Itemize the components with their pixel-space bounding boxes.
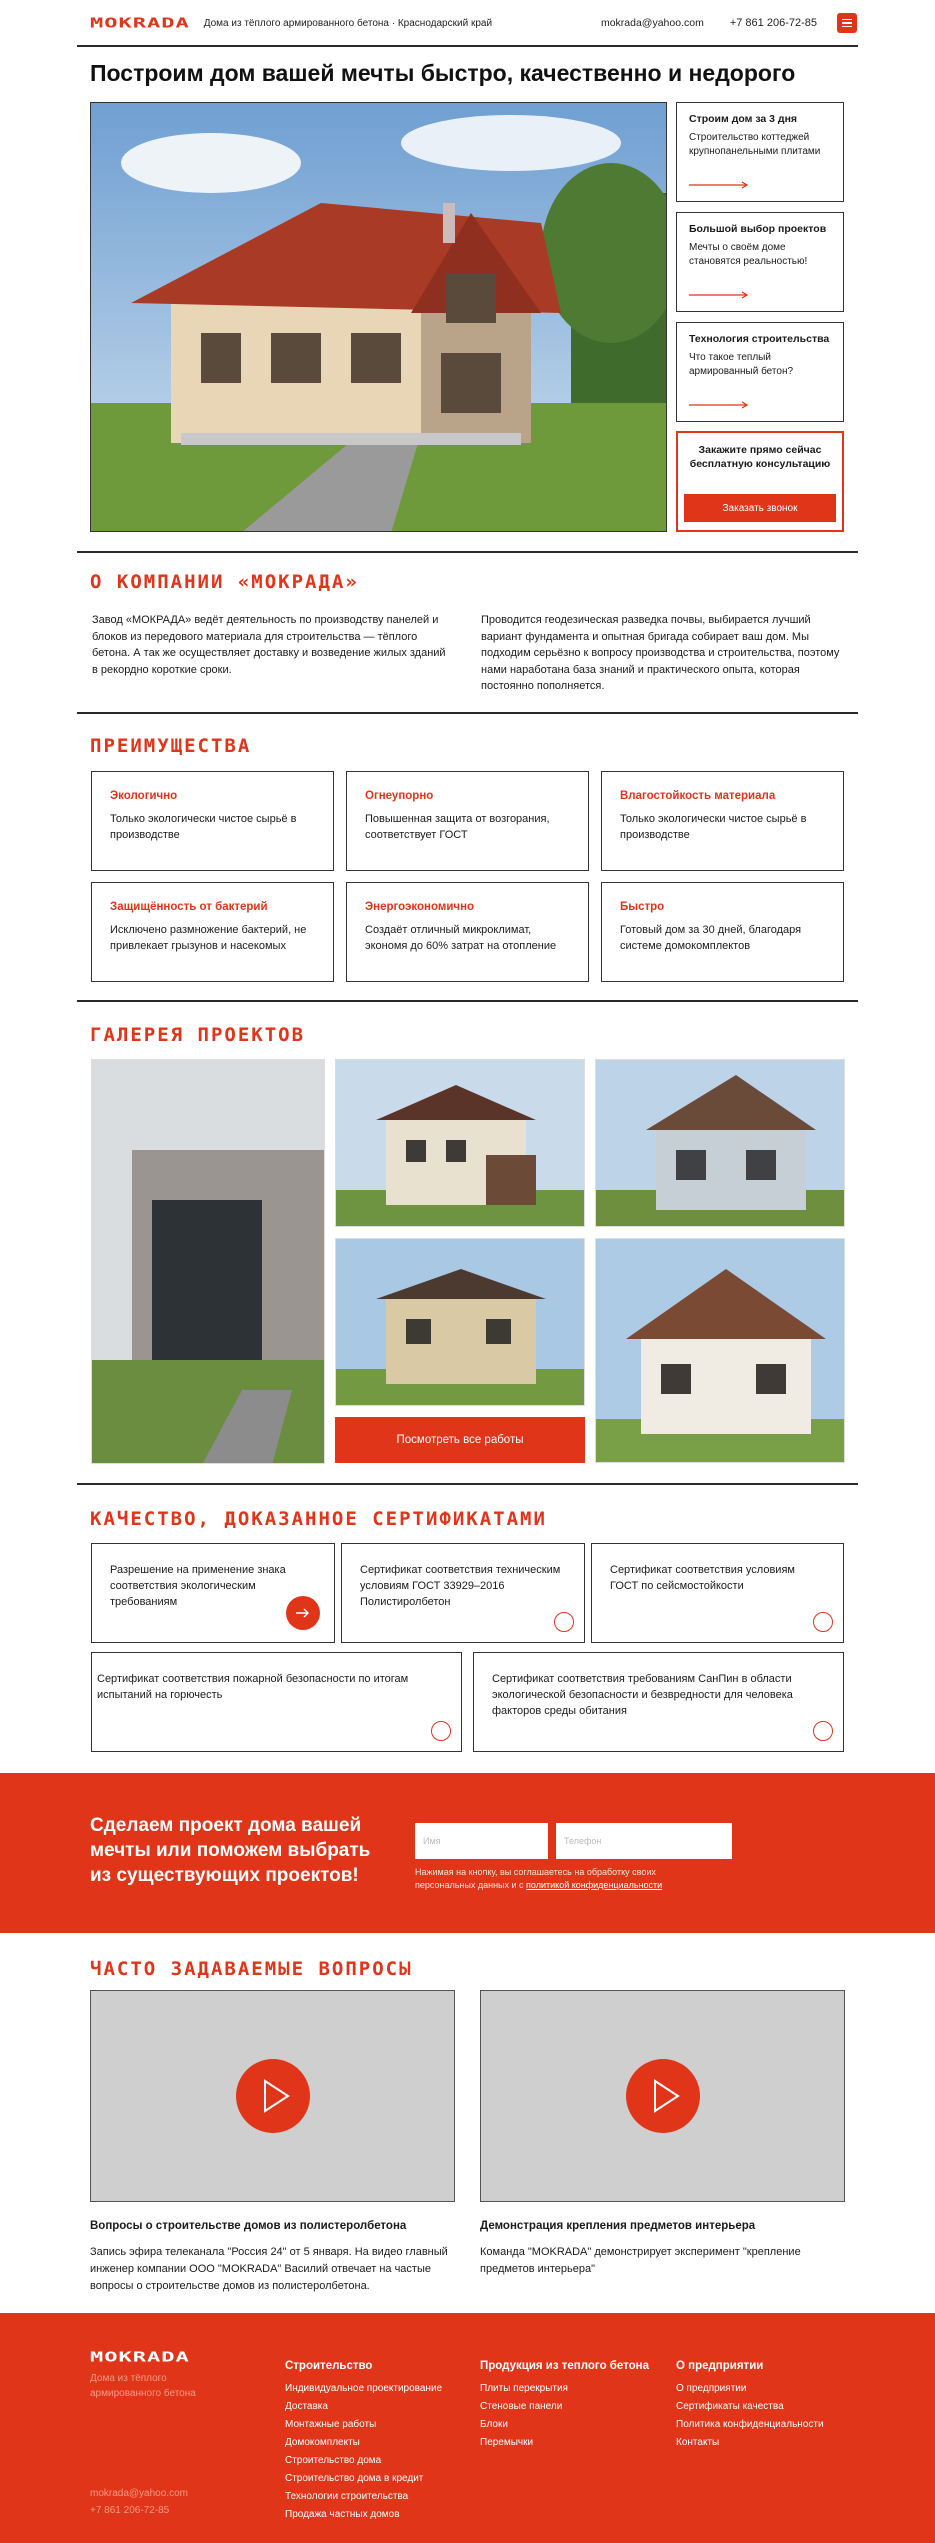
hero-card-title: Строим дом за 3 дня	[689, 113, 798, 125]
certificate-card[interactable]: Сертификат соответствия пожарной безопасности по итогам испытаний на горючесть	[91, 1652, 462, 1752]
advantage-card: Энергоэкономично Создаёт отличный микроклимат, экономя до 60% затрат на отопление	[346, 882, 589, 982]
gallery-image-house-5[interactable]	[595, 1238, 845, 1463]
phone-input[interactable]: Телефон	[556, 1823, 732, 1859]
hero-card-text: Мечты о своём доме становятся реальностью!	[689, 242, 808, 267]
certificate-card[interactable]: Сертификат соответствия условиям ГОСТ по сейсмостойкости	[591, 1543, 844, 1643]
arrow-right-circle-icon[interactable]	[286, 1596, 320, 1630]
header-email-link[interactable]: mokrada@yahoo.com	[600, 17, 704, 29]
gallery-section-title: ГАЛЕРЕЯ ПРОЕКТОВ	[90, 1024, 306, 1046]
gallery-image-house-3[interactable]	[595, 1059, 845, 1227]
hero-card-title: Большой выбор проектов	[689, 223, 827, 235]
consent-text: Нажимая на кнопку, вы соглашаетесь на обработку своих персональных данных и с политикой конфиденциальности	[415, 1867, 663, 1890]
about-text-right: Проводится геодезическая разведка почвы, выбирается лучший вариант фундамента и опытная бригада собирает ваш дом. Мы подходим серьёзно к вопросу производства и строительства, поэтому нами наработана база знаний и практического опыта, которая постоянно пополняется.	[481, 614, 840, 692]
advantage-card: Защищённость от бактерий Исключено размножение бактерий, не привлекает грызунов и насекомых	[91, 882, 334, 982]
consultation-box	[676, 431, 844, 532]
video-player[interactable]	[90, 1990, 455, 2202]
circle-icon[interactable]	[431, 1721, 451, 1741]
site-header	[90, 0, 857, 46]
header-tagline: Дома из тёплого армированного бетона · Краснодарский край	[203, 17, 493, 29]
about-text-left: Завод «МОКРАДА» ведёт деятельность по производству панелей и блоков из передового материала для строительства — тёплого бетона. А так же осуществляет доставку и возведение жилых зданий в рекордно короткие сроки.	[92, 614, 446, 676]
hero-card-3-days[interactable]	[676, 102, 844, 202]
footer-description: Дома из тёплого армированного бетона	[90, 2373, 196, 2399]
hero-card-text: Строительство коттеджей крупнопанельными плитами	[689, 132, 821, 157]
divider	[77, 1483, 858, 1485]
video-player[interactable]	[480, 1990, 845, 2202]
about-section-title: О КОМПАНИИ «МОКРАДА»	[90, 571, 359, 593]
logo[interactable]: MOKRADA	[90, 15, 190, 31]
advantage-card: Влагостойкость материала Только экологически чистое сырьё в производстве	[601, 771, 844, 871]
footer-phone-link[interactable]: +7 861 206-72-85	[90, 2505, 170, 2516]
circle-icon[interactable]	[554, 1612, 574, 1632]
header-phone-link[interactable]: +7 861 206-72-85	[729, 17, 817, 29]
divider	[77, 45, 858, 47]
footer-link[interactable]: Строительство дома в кредит	[285, 2473, 424, 2484]
footer-link[interactable]: Доставка	[285, 2401, 328, 2412]
advantage-card: Быстро Готовый дом за 30 дней, благодаря системе домокомплектов	[601, 882, 844, 982]
footer-link[interactable]: Политика конфиденциальности	[676, 2419, 824, 2430]
footer-email-link[interactable]: mokrada@yahoo.com	[90, 2488, 188, 2499]
advantage-card: Огнеупорно Повышенная защита от возгорания, соответствует ГОСТ	[346, 771, 589, 871]
certificate-card[interactable]: Разрешение на применение знака соответствия экологическим требованиям	[91, 1543, 335, 1643]
footer-contacts	[90, 2485, 188, 2519]
footer-link[interactable]: Домокомплекты	[285, 2437, 360, 2448]
consultation-title: Закажите прямо сейчас бесплатную консультацию	[689, 444, 831, 470]
hero-card-text: Что такое теплый армированный бетон?	[689, 352, 794, 377]
view-all-works-button[interactable]: Посмотреть все работы	[335, 1417, 585, 1463]
divider	[77, 551, 858, 553]
privacy-policy-link[interactable]: политикой конфиденциальности	[526, 1880, 663, 1890]
footer-link[interactable]: Продажа частных домов	[285, 2509, 400, 2520]
gallery-image-house-4[interactable]	[335, 1238, 585, 1406]
footer-link[interactable]: Контакты	[676, 2437, 720, 2448]
footer-link[interactable]: Перемычки	[480, 2437, 534, 2448]
footer-link[interactable]: Блоки	[480, 2419, 508, 2430]
faq-section-title: ЧАСТО ЗАДАВАЕМЫЕ ВОПРОСЫ	[90, 1958, 413, 1980]
video-description: Запись эфира телеканала "Россия 24" от 5 января. На видео главный инженер компании ООО "MOKRADA" Василий отвечает на частые вопросы о строительстве домов из полистеролбетона.	[90, 2246, 448, 2292]
gallery-image-house-2[interactable]	[335, 1059, 585, 1227]
video-description: Команда "MOKRADA" демонстрирует эксперимент "крепление предметов интерьера"	[480, 2246, 801, 2275]
divider	[77, 712, 858, 714]
footer-link[interactable]: Стеновые панели	[480, 2401, 563, 2412]
video-title: Демонстрация крепления предметов интерьера	[480, 2220, 756, 2232]
certificate-card[interactable]: Сертификат соответствия техническим условиям ГОСТ 33929–2016 Полистиролбетон	[341, 1543, 585, 1643]
footer-link[interactable]: Монтажные работы	[285, 2419, 377, 2430]
site-footer	[0, 2313, 935, 2543]
burger-menu-icon[interactable]	[837, 13, 857, 33]
footer-column-construction: Строительство Индивидуальное проектирование Доставка Монтажные работы Домокомплекты Строительство дома Строительство дома в кредит Технологии строительства Продажа частных домов	[285, 2360, 442, 2524]
arrow-right-icon	[689, 401, 749, 409]
divider	[77, 1000, 858, 1002]
footer-link[interactable]: Индивидуальное проектирование	[285, 2383, 443, 2394]
advantages-section-title: ПРЕИМУЩЕСТВА	[90, 735, 252, 757]
name-input[interactable]: Имя	[415, 1823, 548, 1859]
footer-link[interactable]: Сертификаты качества	[676, 2401, 784, 2412]
hero-house-image	[90, 102, 667, 532]
certificates-section-title: КАЧЕСТВО, ДОКАЗАННОЕ СЕРТИФИКАТАМИ	[90, 1508, 547, 1530]
hero-card-projects[interactable]	[676, 212, 844, 312]
circle-icon[interactable]	[813, 1612, 833, 1632]
arrow-right-icon	[689, 291, 749, 299]
hero-card-title: Технология строительства	[689, 333, 830, 345]
hero-card-technology[interactable]	[676, 322, 844, 422]
footer-logo[interactable]: MOKRADA	[90, 2349, 190, 2366]
footer-link[interactable]: Технологии строительства	[285, 2491, 409, 2502]
gallery-image-modern-house[interactable]	[91, 1059, 325, 1464]
footer-link[interactable]: Плиты перекрытия	[480, 2383, 568, 2394]
footer-column-company: О предприятии О предприятии Сертификаты качества Политика конфиденциальности Контакты	[676, 2360, 824, 2452]
circle-icon[interactable]	[813, 1721, 833, 1741]
play-icon[interactable]	[626, 2059, 700, 2133]
arrow-right-icon	[689, 181, 749, 189]
certificate-card[interactable]: Сертификат соответствия требованиям СанПин в области экологической безопасности и безвредности для человека факторов среды обитания	[473, 1652, 844, 1752]
play-icon[interactable]	[236, 2059, 310, 2133]
banner-title: Сделаем проект дома вашей мечты или поможем выбрать из существующих проектов!	[90, 1815, 371, 1886]
order-call-button[interactable]: Заказать звонок	[684, 494, 836, 522]
footer-column-products: Продукция из теплого бетона Плиты перекрытия Стеновые панели Блоки Перемычки	[480, 2360, 649, 2452]
video-title: Вопросы о строительстве домов из полистеролбетона	[90, 2220, 407, 2232]
advantage-card: Экологично Только экологически чистое сырьё в производстве	[91, 771, 334, 871]
footer-link[interactable]: О предприятии	[676, 2383, 747, 2394]
hero-title: Построим дом вашей мечты быстро, качественно и недорого	[90, 60, 796, 86]
footer-link[interactable]: Строительство дома	[285, 2455, 382, 2466]
